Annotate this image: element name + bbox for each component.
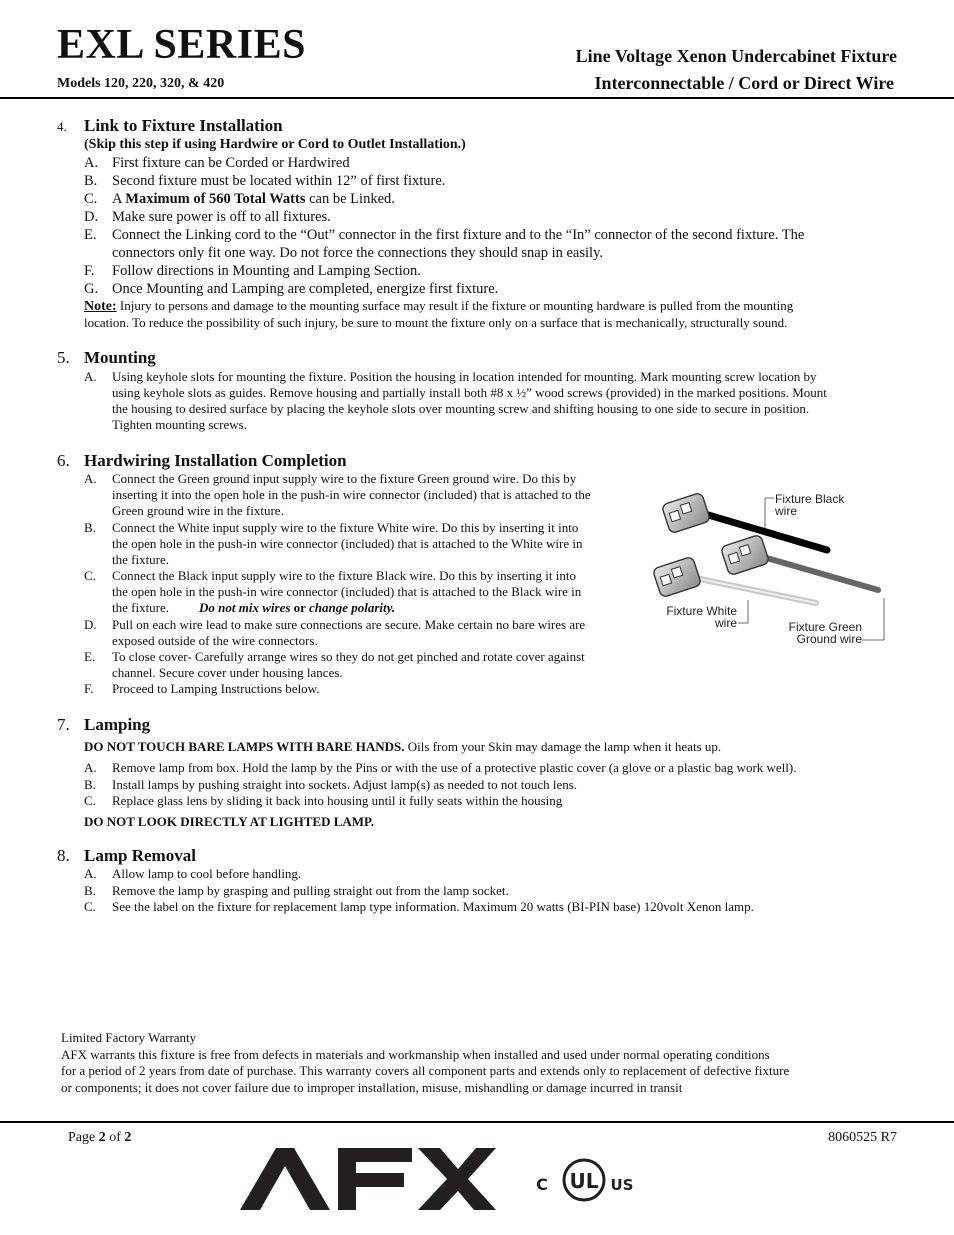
section-number: 8.	[57, 846, 70, 865]
polarity-warning: Do not mix wires	[199, 600, 291, 615]
section-number: 4.	[57, 119, 67, 134]
label-white-wire: Fixture White wire	[666, 604, 737, 630]
ul-certification-mark	[536, 1158, 636, 1202]
header-rule	[0, 97, 954, 99]
section-title: Hardwiring Installation Completion	[84, 451, 347, 470]
section-number: 7.	[57, 715, 70, 734]
ul-us-text: US	[610, 1176, 634, 1194]
section-title: Lamping	[84, 715, 151, 734]
black-wire	[705, 514, 827, 550]
green-wire	[760, 556, 878, 590]
product-subtitle: Line Voltage Xenon Undercabinet Fixture	[575, 46, 897, 66]
label-black-wire: Fixture Black wire	[775, 492, 845, 518]
connector-middle	[720, 534, 769, 576]
models-line: Models 120, 220, 320, & 420	[57, 76, 225, 91]
page-number: Page 2 of 2	[68, 1130, 132, 1145]
document-code: 8060525 R7	[828, 1130, 897, 1145]
footer-rule	[0, 1121, 954, 1123]
ul-text: UL	[569, 1169, 599, 1193]
ul-c-text: C	[536, 1175, 548, 1194]
lamp-handling-warning: DO NOT TOUCH BARE LAMPS WITH BARE HANDS. Oils from your Skin may damage the lamp when it heats up.	[84, 739, 722, 754]
skip-note: (Skip this step if using Hardwire or Cord to Outlet Installation.)	[84, 137, 466, 152]
note-paragraph: Note: Injury to persons and damage to the mounting surface may result if the fixture or mounting hardware is pulled from the mounting	[84, 298, 794, 314]
section-number: 5.	[57, 348, 70, 367]
section-number: 6.	[57, 451, 70, 470]
warranty-line: for a period of 2 years from date of purchase. This warranty covers all component parts and extends only to replacement of defective fixture	[61, 1063, 790, 1078]
product-subtitle-2: Interconnectable / Cord or Direct Wire	[594, 73, 894, 93]
note-paragraph-2: location. To reduce the possibility of such injury, be sure to mount the fixture only on a surface that is mechanically, structurally sound.	[84, 315, 788, 330]
warranty-line: or components; it does not cover failure due to improper installation, misuse, mishandling or damage incurred in transit	[61, 1080, 683, 1095]
afx-logo	[240, 1146, 496, 1212]
connector-bottom	[652, 556, 701, 598]
connector-top	[661, 492, 710, 534]
warranty-title: Limited Factory Warranty	[61, 1030, 197, 1045]
section-title: Link to Fixture Installation	[84, 116, 283, 135]
label-green-wire: Fixture Green Ground wire	[788, 620, 862, 646]
section-title: Mounting	[84, 348, 156, 367]
lamp-look-warning: DO NOT LOOK DIRECTLY AT LIGHTED LAMP.	[84, 814, 375, 829]
document-title: EXL SERIES	[57, 22, 306, 68]
section-title: Lamp Removal	[84, 846, 196, 865]
warranty-line: AFX warrants this fixture is free from defects in materials and workmanship when installed and used under normal operating conditions	[61, 1047, 770, 1062]
